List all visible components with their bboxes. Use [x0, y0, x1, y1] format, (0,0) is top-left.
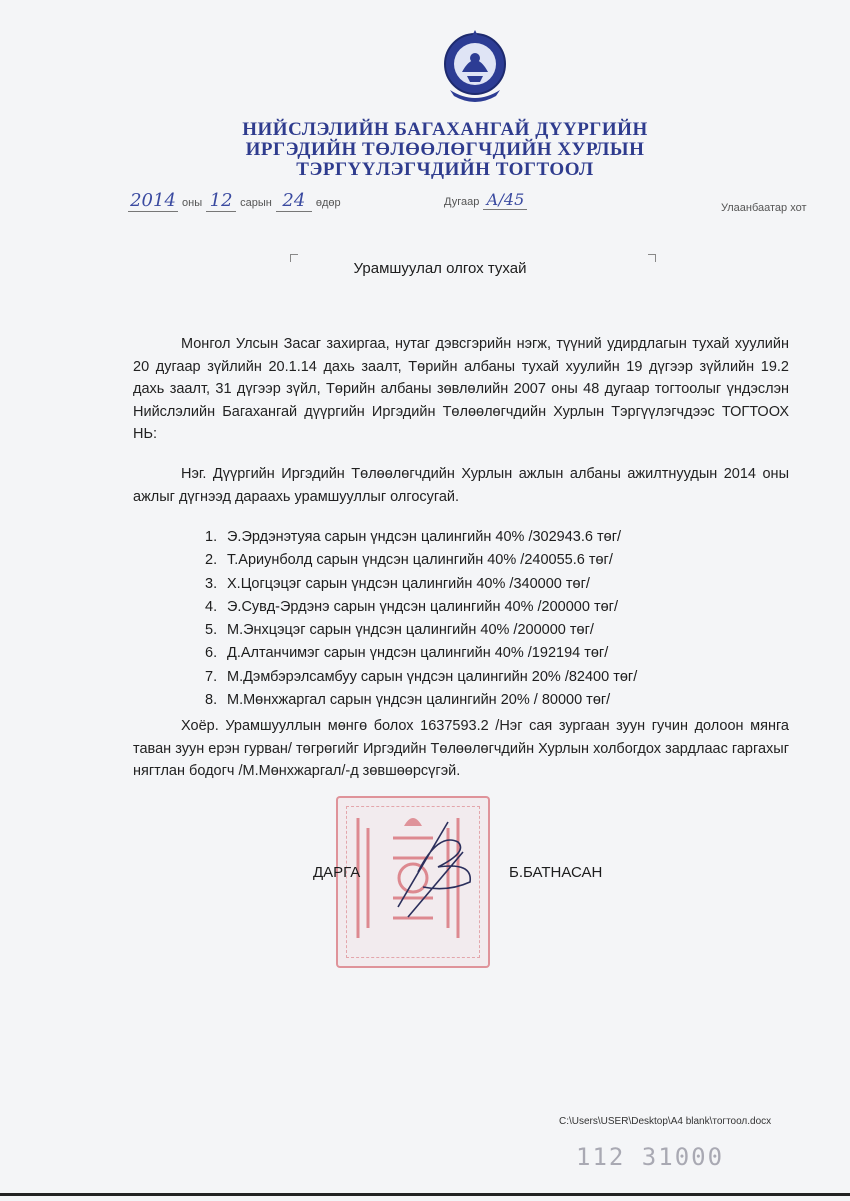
clause-one-paragraph: Нэг. Дүүргийн Иргэдийн Төлөөлөгчдийн Хурлын ажлын албаны ажилтнуудын 2014 оны ажлыг дүгнээд дараахь урамшууллыг олгосугай. [133, 466, 789, 505]
subject-text: Урамшуулал олгох тухай [353, 260, 527, 277]
list-item-number: 5. [205, 622, 218, 639]
year-handwritten: 2014 [128, 190, 178, 212]
list-item-text: М.Мөнхжаргал сарын үндсэн цалингийн 20% / 80000 төг/ [227, 692, 611, 709]
clause-two-paragraph: Хоёр. Урамшууллын мөнгө болох 1637593.2 /Нэг сая зургаан зуун гучин долоон мянга таван зуун ерэн гурван/ төгрөгийг Иргэдийн Төлөөлөгчдийн Хурлын холбогдох зардлаас гаргахыг нягтлан бодогч /М.Мөнхжаргал/-д зөвшөөрсүгэй. [133, 718, 789, 779]
document-number [440, 190, 527, 210]
org-name-line-2: ИРГЭДИЙН ТӨЛӨӨЛӨГЧДИЙН ХУРЛЫН [245, 139, 645, 160]
list-item [205, 549, 637, 572]
org-name-line-1: НИЙСЛЭЛИЙН БАГАХАНГАЙ ДҮҮРГИЙН [242, 119, 648, 140]
document-type-title: ТЭРГҮҮЛЭГЧДИЙН ТОГТООЛ [296, 159, 594, 180]
number-label: Дугаар [444, 196, 480, 208]
list-item-text: Т.Ариунболд сарын үндсэн цалингийн 40% /240055.6 төг/ [227, 552, 613, 569]
month-label: сарын [240, 197, 272, 209]
number-handwritten: А/45 [483, 190, 527, 210]
list-item-text: Э.Сувд-Эрдэнэ сарын үндсэн цалингийн 40% /200000 төг/ [227, 598, 618, 615]
list-item [205, 596, 637, 619]
date-line [128, 190, 345, 212]
day-label: өдөр [315, 197, 341, 209]
list-item-text: Х.Цогцэцэг сарын үндсэн цалингийн 40% /340000 төг/ [227, 575, 590, 592]
signature-icon [378, 812, 488, 922]
list-item-number: 8. [205, 692, 218, 709]
signer-title: ДАРГА [313, 864, 361, 881]
document-subject [0, 260, 850, 277]
city-label: Улаанбаатар хот [721, 202, 807, 214]
file-path: C:\Users\USER\Desktop\A4 blank\тогтоол.docx [559, 1116, 772, 1127]
serial-number: 112 31000 [576, 1143, 725, 1171]
month-handwritten: 12 [206, 190, 236, 212]
list-item [205, 619, 637, 642]
list-item [205, 573, 637, 596]
intro-paragraph: Монгол Улсын Засаг захиргаа, нутаг дэвсгэрийн нэгж, түүний удирдлагын тухай хуулийн 20 дугаар зүйлийн 20.1.14 дахь заалт, Төрийн албаны тухай хуулийн 19 дүгээр зүйлийн 19.2 дахь заалт, 31 дүгээр зүйл, Төрийн албаны зөвлөлийн 2007 оны 48 дугаар тогтоолыг үндэслэн Нийслэлийн Багахангай дүүргийн Иргэдийн Төлөөлөгчдийн Хурлын Тэргүүлэгчдээс ТОГТООХ НЬ: [133, 336, 789, 442]
list-item-text: Э.Эрдэнэтуяа сарын үндсэн цалингийн 40% /302943.6 төг/ [227, 529, 622, 545]
list-item-text: М.Дэмбэрэлсамбуу сарын үндсэн цалингийн 20% /82400 төг/ [227, 668, 638, 685]
day-handwritten: 24 [276, 190, 312, 212]
list-item [205, 666, 637, 689]
list-item [205, 642, 637, 665]
year-label: оны [182, 197, 203, 209]
list-item-number: 7. [205, 668, 218, 685]
list-item-number: 6. [205, 645, 218, 662]
list-item-number: 4. [205, 598, 218, 615]
list-item [205, 526, 637, 549]
bonus-list [205, 526, 637, 712]
list-item-text: М.Энхцэцэг сарын үндсэн цалингийн 40% /200000 төг/ [227, 622, 594, 639]
list-item-number: 3. [205, 575, 218, 592]
list-item-number: 1. [205, 529, 218, 545]
list-item [205, 689, 637, 712]
page-bottom-edge [0, 1193, 850, 1196]
signer-name: Б.БАТНАСАН [509, 864, 603, 881]
list-item-text: Д.Алтанчимэг сарын үндсэн цалингийн 40% /192194 төг/ [227, 645, 609, 662]
state-emblem-icon [440, 28, 510, 108]
list-item-number: 2. [205, 552, 218, 569]
